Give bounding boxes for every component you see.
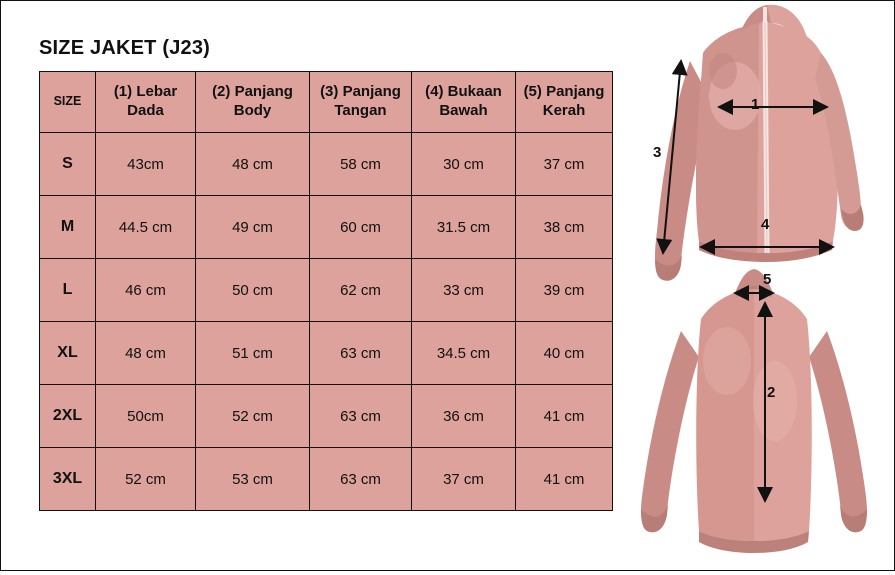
column-header-size: SIZE bbox=[40, 72, 96, 133]
cell-value: 50cm bbox=[96, 385, 196, 448]
page-title: SIZE JAKET (J23) bbox=[39, 37, 211, 59]
cell-size: M bbox=[40, 196, 96, 259]
measurement-label-4: 4 bbox=[761, 216, 770, 233]
cell-value: 48 cm bbox=[96, 322, 196, 385]
cell-value: 63 cm bbox=[310, 448, 412, 511]
cell-value: 46 cm bbox=[96, 259, 196, 322]
cell-value: 48 cm bbox=[196, 133, 310, 196]
cell-value: 37 cm bbox=[412, 448, 516, 511]
cell-size: XL bbox=[40, 322, 96, 385]
cell-value: 34.5 cm bbox=[412, 322, 516, 385]
cell-value: 31.5 cm bbox=[412, 196, 516, 259]
cell-value: 49 cm bbox=[196, 196, 310, 259]
cell-value: 40 cm bbox=[516, 322, 613, 385]
measurement-label-1: 1 bbox=[751, 96, 760, 113]
measurement-label-5: 5 bbox=[763, 271, 772, 288]
table-row bbox=[40, 385, 613, 448]
column-header-panjang-body: (2) Panjang Body bbox=[196, 72, 310, 133]
cell-size: 3XL bbox=[40, 448, 96, 511]
jacket-back-view bbox=[641, 269, 867, 553]
size-table-container bbox=[39, 71, 612, 511]
cell-value: 58 cm bbox=[310, 133, 412, 196]
cell-value: 30 cm bbox=[412, 133, 516, 196]
table-row bbox=[40, 448, 613, 511]
cell-value: 60 cm bbox=[310, 196, 412, 259]
table-header-row bbox=[40, 72, 613, 133]
jacket-diagram bbox=[615, 1, 895, 570]
cell-value: 43cm bbox=[96, 133, 196, 196]
measurement-label-3: 3 bbox=[653, 144, 662, 161]
cell-value: 41 cm bbox=[516, 385, 613, 448]
cell-value: 62 cm bbox=[310, 259, 412, 322]
cell-size: S bbox=[40, 133, 96, 196]
cell-value: 44.5 cm bbox=[96, 196, 196, 259]
cell-value: 36 cm bbox=[412, 385, 516, 448]
cell-value: 52 cm bbox=[196, 385, 310, 448]
column-header-lebar-dada: (1) Lebar Dada bbox=[96, 72, 196, 133]
table-row bbox=[40, 133, 613, 196]
jacket-illustration-svg bbox=[615, 1, 895, 570]
cell-value: 50 cm bbox=[196, 259, 310, 322]
jacket-front-view bbox=[655, 5, 864, 281]
column-header-panjang-kerah: (5) Panjang Kerah bbox=[516, 72, 613, 133]
cell-size: 2XL bbox=[40, 385, 96, 448]
column-header-panjang-tangan: (3) Panjang Tangan bbox=[310, 72, 412, 133]
cell-value: 39 cm bbox=[516, 259, 613, 322]
table-row bbox=[40, 196, 613, 259]
cell-value: 38 cm bbox=[516, 196, 613, 259]
cell-value: 37 cm bbox=[516, 133, 613, 196]
cell-value: 51 cm bbox=[196, 322, 310, 385]
table-row bbox=[40, 259, 613, 322]
cell-value: 63 cm bbox=[310, 385, 412, 448]
cell-value: 63 cm bbox=[310, 322, 412, 385]
cell-value: 33 cm bbox=[412, 259, 516, 322]
cell-size: L bbox=[40, 259, 96, 322]
cell-value: 52 cm bbox=[96, 448, 196, 511]
measurement-label-2: 2 bbox=[767, 384, 776, 401]
size-table bbox=[39, 71, 613, 511]
table-row bbox=[40, 322, 613, 385]
column-header-bukaan-bawah: (4) Bukaan Bawah bbox=[412, 72, 516, 133]
cell-value: 41 cm bbox=[516, 448, 613, 511]
cell-value: 53 cm bbox=[196, 448, 310, 511]
